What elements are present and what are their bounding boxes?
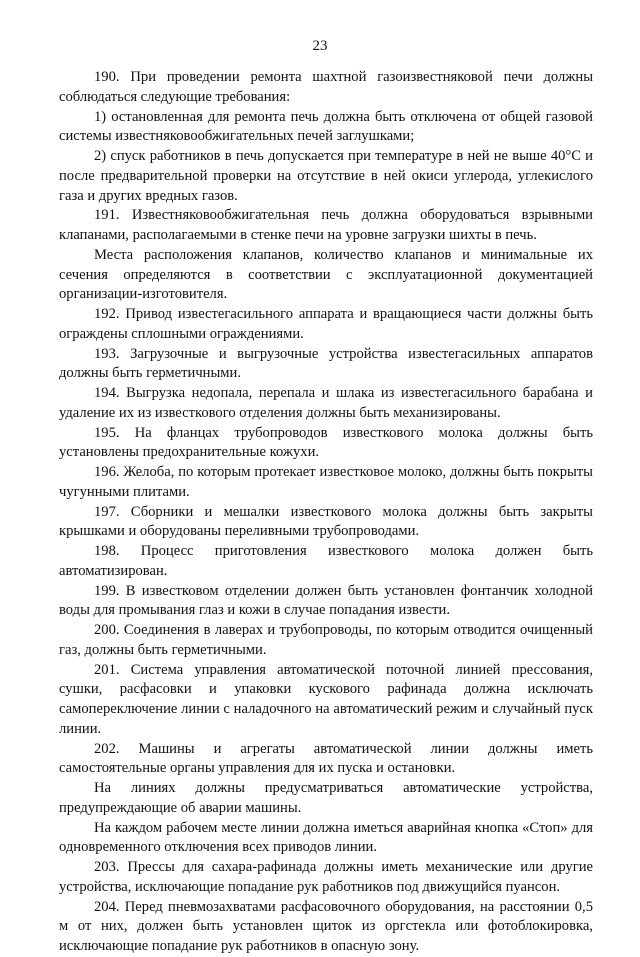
paragraph-191-valves: Места расположения клапанов, количество клапанов и минимальные их сечения определяются в соответствии с эксплуатационной документацией организации-изготовителя. — [59, 246, 593, 303]
paragraph-197: 197. Сборники и мешалки известкового молока должны быть закрыты крышками и оборудованы переливными трубопроводами. — [59, 503, 593, 540]
paragraph-190-item-2: 2) спуск работников в печь допускается при температуре в ней не выше 40°С и после предварительной проверки на отсутствие в ней окиси углерода, углекислого газа и других вредных газов. — [59, 148, 593, 204]
paragraph-203: 203. Прессы для сахара-рафинада должны иметь механические или другие устройства, исключающие попадание рук работников под движущийся пуансон. — [59, 859, 593, 895]
paragraph-202-lines: На линиях должны предусматриваться автоматические устройства, предупреждающие об аварии машины. — [59, 780, 593, 816]
paragraph-204: 204. Перед пневмозахватами расфасовочного оборудования, на расстоянии 0,5 м от них, должен быть установлен щиток из оргстекла или фотоблокировка, исключающие попадание рук работников в опасную зону. — [59, 898, 593, 954]
paragraph-198: 198. Процесс приготовления известкового молока должен быть автоматизирован. — [59, 543, 593, 579]
paragraph-200: 200. Соединения в лаверах и трубопроводы, по которым отводится очищенный газ, должны быть герметичными. — [59, 622, 593, 658]
paragraph-192: 192. Привод известегасильного аппарата и вращающиеся части должны быть ограждены сплошными ограждениями. — [59, 306, 593, 342]
paragraph-202-stop-button: На каждом рабочем месте линии должна иметься аварийная кнопка «Стоп» для одновременного отключения всех приводов линии. — [59, 819, 593, 856]
paragraph-191: 191. Известняковообжигательная печь должна оборудоваться взрывными клапанами, располагаемыми в стенке печи на уровне загрузки шихты в печь. — [59, 207, 593, 243]
paragraph-195: 195. На фланцах трубопроводов известкового молока должны быть установлены предохранительные кожухи. — [59, 424, 593, 461]
paragraph-196: 196. Желоба, по которым протекает известковое молоко, должны быть покрыты чугунными плитами. — [59, 464, 593, 500]
paragraph-190-item-1: 1) остановленная для ремонта печь должна быть отключена от общей газовой системы известняковообжигательных печей заглушками; — [59, 108, 593, 145]
paragraph-194: 194. Выгрузка недопала, перепала и шлака из известегасильного барабана и удаление их из известкового отделения должны быть механизированы. — [59, 385, 593, 421]
paragraph-199: 199. В известковом отделении должен быть установлен фонтанчик холодной воды для промывания глаз и кожи в случае попадания извести. — [59, 582, 593, 619]
document-body — [59, 68, 593, 957]
page-number: 23 — [312, 38, 328, 54]
paragraph-190: 190. При проведении ремонта шахтной газоизвестняковой печи должны соблюдаться следующие требования: — [59, 69, 593, 105]
paragraph-193: 193. Загрузочные и выгрузочные устройства известегасильных аппаратов должны быть герметичными. — [59, 345, 593, 382]
paragraph-202: 202. Машины и агрегаты автоматической линии должны иметь самостоятельные органы управления для их пуска и остановки. — [59, 740, 593, 777]
paragraph-201: 201. Система управления автоматической поточной линией прессования, сушки, расфасовки и упаковки кускового рафинада должна исключать самопереключение линии с наладочного на автоматический режим и случайный пуск линии. — [59, 661, 593, 737]
